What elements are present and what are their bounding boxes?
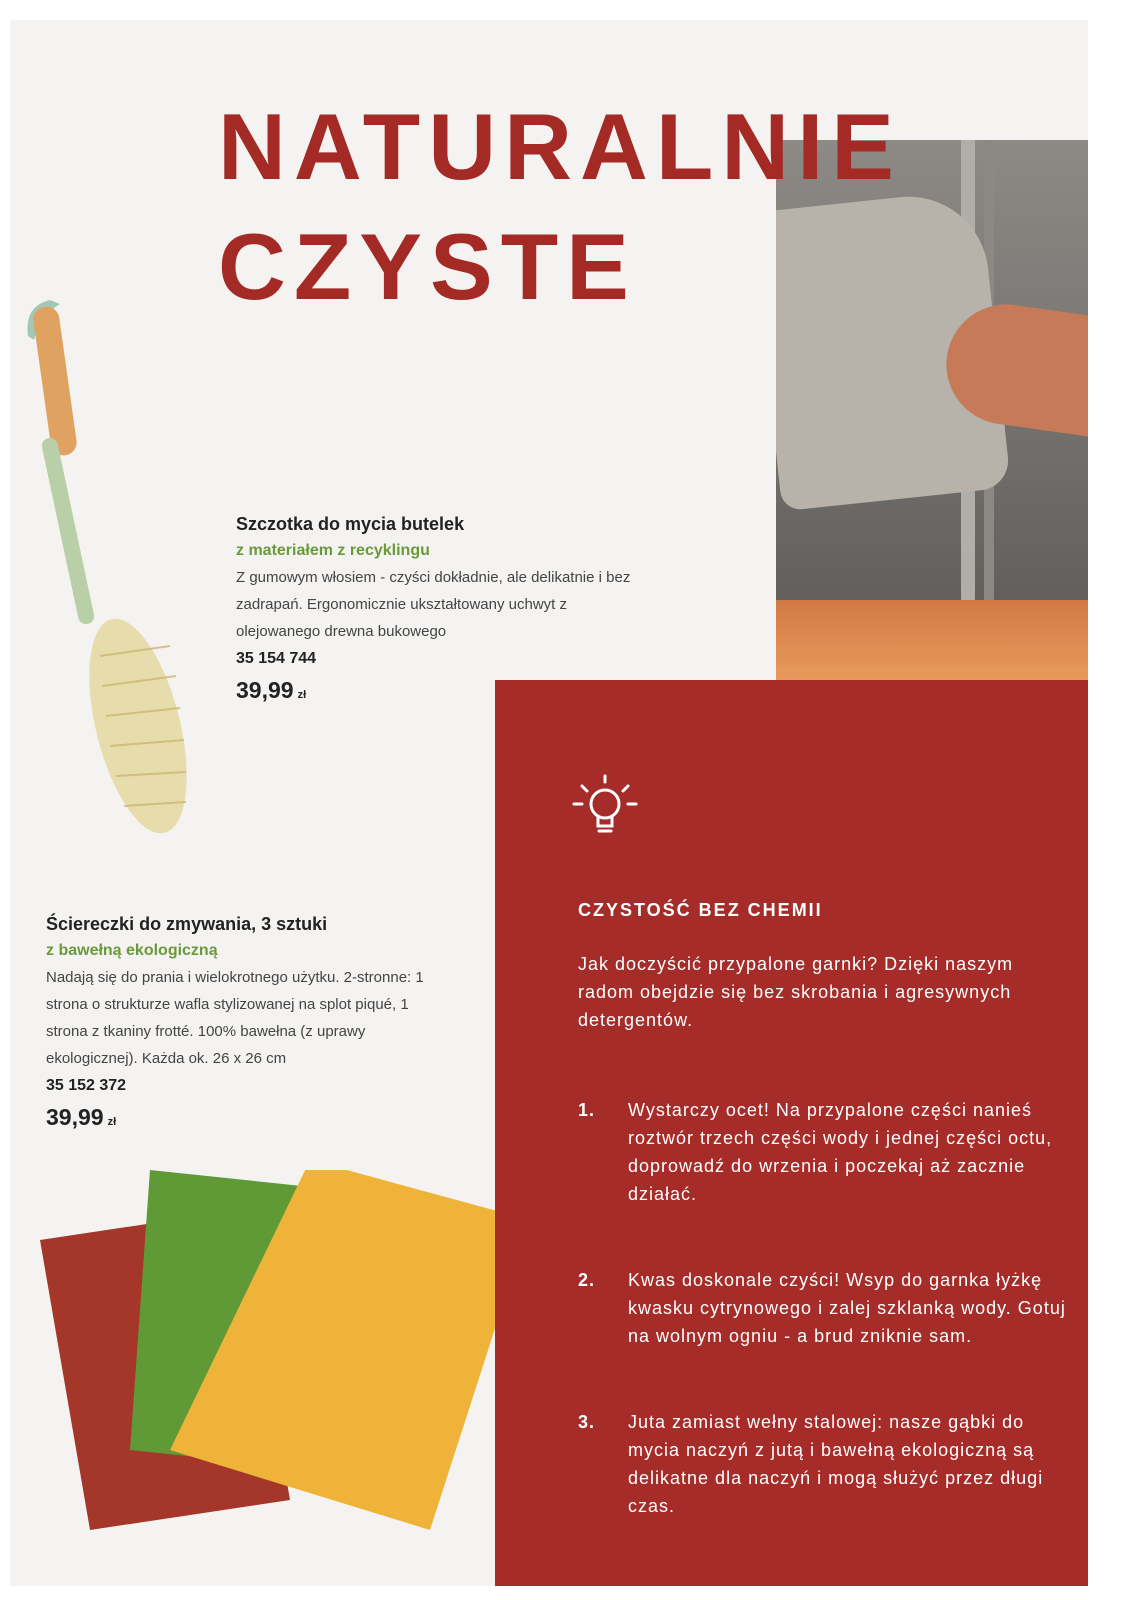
product-price <box>46 1104 426 1136</box>
price-currency: zł <box>297 689 307 701</box>
price-value: 39,99 <box>236 677 294 703</box>
product-description: Nadają się do prania i wielokrotnego użytku. 2-stronne: 1 strona o strukturze wafla stylizowanej na splot piqué, 1 strona z tkaniny frotté. 100% bawełna (z uprawy ekologicznej). Każda ok. 26 x 26 cm <box>46 969 424 1067</box>
product-name: Ściereczki do zmywania, 3 sztuki <box>46 914 328 934</box>
price-currency: zł <box>107 1116 117 1128</box>
tip-number: 1. <box>578 1100 596 1120</box>
photo-counter <box>776 600 1088 680</box>
tip-number: 3. <box>578 1412 596 1432</box>
headline-line1: NATURALNIE <box>218 94 902 199</box>
product-code: 35 154 744 <box>236 650 317 667</box>
tip-number: 2. <box>578 1270 596 1290</box>
dish-cloths-image <box>40 1170 540 1540</box>
product-code: 35 152 372 <box>46 1077 127 1094</box>
tip-text: Wystarczy ocet! Na przypalone części nanieś roztwór trzech części wody i jednej części octu, doprowadź do wrzenia i poczekaj aż zacznie działać. <box>628 1100 1053 1204</box>
product-cloths <box>46 910 426 1136</box>
product-subtitle: z materiałem z recyklingu <box>236 542 430 559</box>
product-subtitle: z bawełną ekologiczną <box>46 942 218 959</box>
product-description: Z gumowym włosiem - czyści dokładnie, ale delikatnie i bez zadrapań. Ergonomicznie ukształtowany uchwyt z olejowanego drewna bukowego <box>236 569 631 640</box>
tip-text: Kwas doskonale czyści! Wsyp do garnka łyżkę kwasku cytrynowego i zalej szklanką wody. Gotuj na wolnym ogniu - a brud zniknie sam. <box>628 1270 1066 1346</box>
product-photo-oven-mitt <box>776 140 1088 680</box>
tip-text: Juta zamiast wełny stalowej: nasze gąbki do mycia naczyń z jutą i bawełną ekologiczną są delikatne dla naczyń i mogą służyć przez długi czas. <box>628 1412 1044 1516</box>
tips-intro: Jak doczyścić przypalone garnki? Dzięki naszym radom obejdzie się bez skrobania i agresywnych detergentów. <box>578 954 1014 1030</box>
product-name: Szczotka do mycia butelek <box>236 514 465 534</box>
price-value: 39,99 <box>46 1104 104 1130</box>
lightbulb-icon <box>570 770 640 840</box>
bottle-brush-image <box>20 296 220 836</box>
headline-line2: CZYSTE <box>218 214 637 319</box>
tips-heading: CZYSTOŚĆ BEZ CHEMII <box>578 900 823 920</box>
